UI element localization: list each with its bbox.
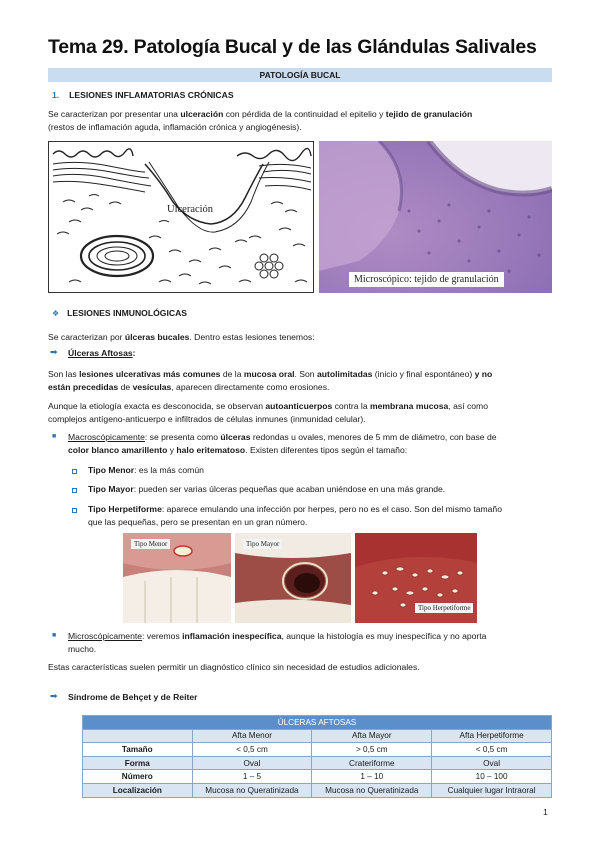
table-cell: < 0,5 cm	[192, 743, 312, 757]
section-heading-text: LESIONES INMUNOLÓGICAS	[67, 308, 188, 318]
text-run: Síndrome de Behçet	[68, 692, 152, 702]
text-run: de	[118, 382, 133, 392]
table-row	[83, 770, 552, 784]
histology-image-icon	[319, 141, 552, 293]
aftas-table	[82, 715, 552, 798]
text-run: y	[167, 445, 177, 455]
paragraph-ulceracion-line2: (restos de inflamación aguda, inflamación crónica y angiogénesis).	[48, 122, 302, 132]
text-run: , así como	[448, 401, 488, 411]
table-header-cell: Afta Menor	[192, 729, 312, 743]
text-run: . Dentro estas lesiones tenemos:	[189, 332, 315, 342]
bullet-macroscopico-line1	[68, 431, 497, 444]
hollow-square-bullet-icon	[72, 469, 77, 474]
table-row-header: Forma	[83, 756, 193, 770]
table-row	[83, 743, 552, 757]
text-run: :	[132, 348, 136, 358]
text-run-bold: úlceras	[220, 432, 251, 442]
photo-tipo-herpetiforme	[355, 533, 477, 623]
subbullet-tipo-herpetiforme-line1	[88, 503, 502, 516]
paragraph-aftas-line1	[48, 368, 492, 381]
text-run-bold: halo eritematoso	[176, 445, 246, 455]
text-run-bold: vesículas	[132, 382, 172, 392]
text-run-bold: autolimitadas	[316, 369, 373, 379]
table-cell: Oval	[192, 756, 312, 770]
table-row	[83, 756, 552, 770]
table-row-header: Localización	[83, 783, 193, 797]
text-run-bold: autoanticuerpos	[265, 401, 333, 411]
text-run-bold: color blanco amarillento	[68, 445, 168, 455]
text-run-bold: ulceración	[180, 109, 224, 119]
text-run: redondas u ovales, menores de 5 mm de diámetro, con base de	[250, 432, 497, 442]
paragraph-diagnostico: Estas características suelen permitir un diagnóstico clínico sin necesidad de estudios adicionales.	[48, 662, 420, 672]
text-run-bold: están precedidas	[48, 382, 119, 392]
table-caption: ÚLCERAS AFTOSAS	[83, 716, 552, 730]
text-run-bold: Tipo Menor	[88, 465, 135, 475]
text-run-underlined: Macroscópicamente	[68, 432, 145, 442]
bullet-microscopico-line1	[68, 630, 486, 643]
hollow-square-bullet-icon	[72, 488, 77, 493]
subheading-behcet-reiter	[68, 691, 197, 704]
text-run: de la	[220, 369, 244, 379]
subbullet-tipo-mayor	[88, 483, 445, 496]
text-run-bold: y no	[474, 369, 493, 379]
text-run-underlined: Microscópicamente	[68, 631, 143, 641]
page-title: Tema 29. Patología Bucal y de las Glándulas Salivales	[48, 36, 537, 58]
table-cell: Oval	[432, 756, 552, 770]
section-heading-text: LESIONES INFLAMATORIAS CRÓNICAS	[69, 90, 234, 100]
text-run-bold: lesiones ulcerativas más comunes	[79, 369, 221, 379]
subbullet-tipo-menor	[88, 464, 204, 477]
table-row-header: Tamaño	[83, 743, 193, 757]
text-run: contra la	[332, 401, 370, 411]
figure-label-ulceracion: Ulceración	[167, 204, 214, 215]
photo-label-tipo-mayor: Tipo Mayor	[243, 539, 282, 549]
figure-label-microscopico: Microscópico: tejido de granulación	[349, 272, 504, 287]
table-cell: Mucosa no Queratinizada	[192, 783, 312, 797]
text-run: Aunque la etiología exacta es desconocida, se observan	[48, 401, 266, 411]
bullet-macroscopico-line2	[68, 444, 407, 457]
text-run: Reiter	[173, 692, 198, 702]
ulceration-drawing	[48, 141, 314, 293]
text-run-bold: úlceras bucales	[124, 332, 190, 342]
table-row	[83, 783, 552, 797]
text-run-bold: tejido de granulación	[385, 109, 473, 119]
page-number: 1	[543, 807, 548, 817]
table-cell: 1 – 10	[312, 770, 432, 784]
text-run: , aparecen directamente como erosiones.	[171, 382, 330, 392]
table-header-cell	[83, 729, 193, 743]
text-run-bold: Tipo Herpetiforme	[88, 504, 162, 514]
table-cell: Mucosa no Queratinizada	[312, 783, 432, 797]
paragraph-etiologia-line2: complejos antígeno-anticuerpo e infiltrados de células inmunes (inmunidad celular).	[48, 414, 366, 424]
table-header-row	[83, 729, 552, 743]
table-cell: < 0,5 cm	[432, 743, 552, 757]
text-run: : es la más común	[134, 465, 204, 475]
paragraph-etiologia-line1	[48, 400, 488, 413]
photo-tipo-mayor	[235, 533, 351, 623]
text-run-bold: membrana mucosa	[370, 401, 449, 411]
text-run-underlined: Úlceras Aftosas	[68, 348, 133, 358]
photo-label-tipo-menor: Tipo Menor	[131, 539, 170, 549]
text-run: : pueden ser varias úlceras pequeñas que acaban uniéndose en una más grande.	[133, 484, 446, 494]
section-bar: PATOLOGÍA BUCAL	[48, 68, 552, 82]
table-cell: 1 – 5	[192, 770, 312, 784]
arrow-right-icon: ➡	[50, 691, 58, 701]
section-heading-inflamatorias	[52, 90, 234, 100]
arrow-right-icon: ➡	[50, 347, 58, 357]
table-cell: > 0,5 cm	[312, 743, 432, 757]
text-run: con pérdida de la continuidad el epitelio y	[223, 109, 386, 119]
table-row-header: Número	[83, 770, 193, 784]
subbullet-tipo-herpetiforme-line2: que las pequeñas, pero se presentan en un gran número.	[88, 517, 308, 527]
text-run: . Son	[294, 369, 317, 379]
table-header-cell: Afta Herpetiforme	[432, 729, 552, 743]
photo-label-tipo-herpetiforme: Tipo Herpetiforme	[415, 603, 473, 613]
square-bullet-icon: ■	[52, 433, 57, 440]
text-run-bold: inflamación inespecífica	[182, 631, 282, 641]
text-run: Son las	[48, 369, 80, 379]
table-cell: Crateriforme	[312, 756, 432, 770]
paragraph-ulceracion	[48, 108, 472, 121]
paragraph-aftas-line2	[48, 381, 329, 394]
text-run: (inicio y final espontáneo)	[372, 369, 475, 379]
text-run-bold: Tipo Mayor	[88, 484, 134, 494]
subheading-ulceras-aftosas	[68, 347, 136, 360]
ulceration-sketch-icon	[49, 142, 314, 293]
text-run-bold: mucosa oral	[243, 369, 295, 379]
text-run: : aparece emulando una infección por herpes, pero no es el caso. Son del mismo tamaño	[161, 504, 502, 514]
text-run: Se caracterizan por presentar una	[48, 109, 181, 119]
photo-tipo-menor	[123, 533, 231, 623]
table-cell: 10 – 100	[432, 770, 552, 784]
bullet-microscopico-line2: mucho.	[68, 644, 97, 654]
text-run: : se presenta como	[144, 432, 221, 442]
section-number: 1.	[52, 90, 60, 100]
text-run: , aunque la histología es muy inespecífica y no aporta	[281, 631, 487, 641]
granulation-micrograph	[319, 141, 552, 293]
section-heading-inmunologicas	[52, 308, 187, 318]
text-run: y de	[151, 692, 174, 702]
hollow-square-bullet-icon	[72, 508, 77, 513]
text-run: : veremos	[142, 631, 183, 641]
table-caption-row	[83, 716, 552, 730]
table-cell: Cualquier lugar Intraoral	[432, 783, 552, 797]
text-run: Se caracterizan por	[48, 332, 125, 342]
text-run: . Existen diferentes tipos según el tamaño:	[245, 445, 408, 455]
table-header-cell: Afta Mayor	[312, 729, 432, 743]
diamond-bullet-icon: ❖	[52, 309, 60, 318]
square-bullet-icon: ■	[52, 632, 57, 639]
paragraph-intro	[48, 331, 315, 344]
